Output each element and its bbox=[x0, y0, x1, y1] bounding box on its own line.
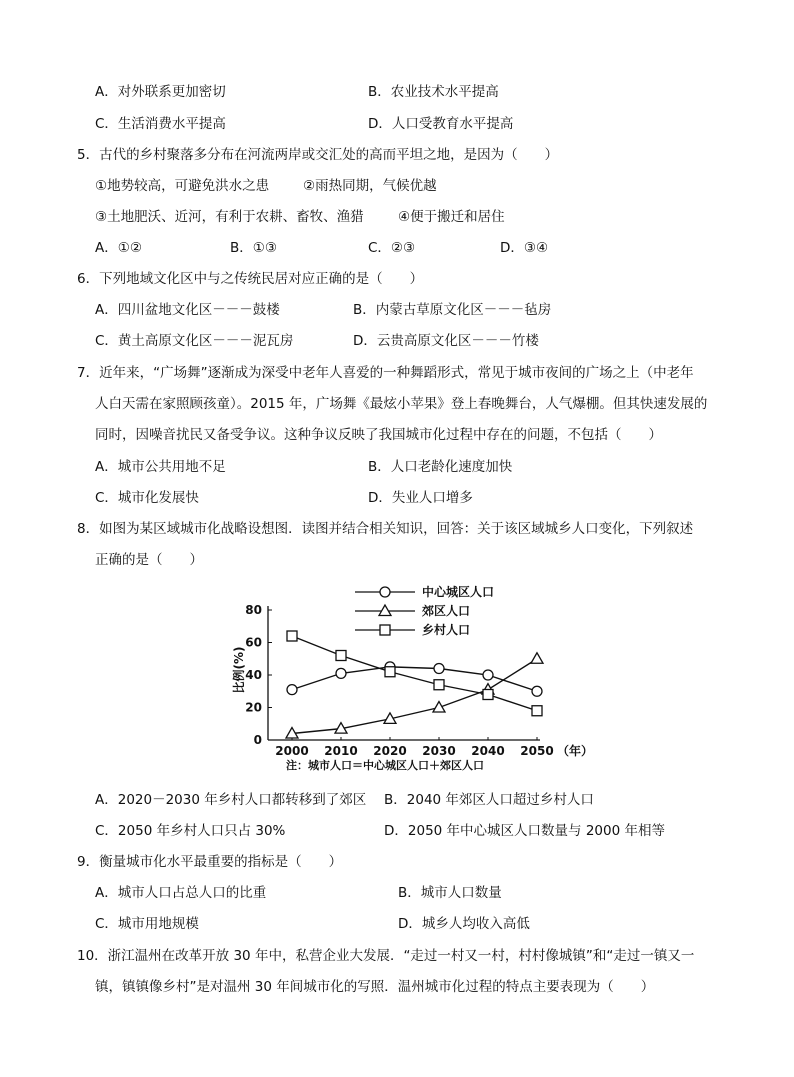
q4-option-b: B．农业技术水平提高 bbox=[368, 84, 499, 100]
y-tick-label: 20 bbox=[245, 700, 262, 715]
series-line-circle bbox=[292, 667, 537, 691]
legend-label: 郊区人口 bbox=[422, 604, 471, 618]
q7-option-c: C．城市化发展快 bbox=[95, 490, 199, 506]
q4-option-c: C．生活消费水平提高 bbox=[95, 116, 226, 132]
x-tick-label: 2040 bbox=[471, 744, 505, 758]
x-tick-label: 2030 bbox=[422, 744, 456, 758]
q6-stem: 6．下列地域文化区中与之传统民居对应正确的是（ ） bbox=[77, 271, 424, 287]
q6-option-c: C．黄土高原文化区－－－泥瓦房 bbox=[95, 333, 294, 349]
x-tick-label: 2020 bbox=[373, 744, 407, 758]
chart-axes bbox=[245, 603, 593, 758]
q8-stem-line-1: 8．如图为某区域城市化战略设想图．读图并结合相关知识，回答：关于该区域城乡人口变化，下列叙述 bbox=[77, 521, 694, 537]
data-point-circle bbox=[434, 664, 444, 674]
data-point-square bbox=[385, 667, 395, 677]
data-point-square bbox=[483, 690, 493, 700]
data-point-circle bbox=[287, 685, 297, 695]
y-tick-label: 80 bbox=[245, 603, 262, 617]
q5-statement-2: ②雨热同期，气候优越 bbox=[303, 178, 437, 194]
q10-stem-line-1: 10．浙江温州在改革开放 30 年中，私营企业大发展．“走过一村又一村，村村像城镇”和“走过一镇又一 bbox=[77, 948, 695, 964]
data-point-triangle bbox=[531, 653, 543, 664]
y-axis-label: 比例(%) bbox=[232, 646, 246, 694]
x-tick-label: 2050 bbox=[520, 744, 554, 758]
q7-option-d: D．失业人口增多 bbox=[368, 490, 473, 506]
data-point-circle bbox=[483, 670, 493, 680]
chart-note: 注：城市人口＝中心城区人口＋郊区人口 bbox=[286, 759, 484, 772]
legend-label: 乡村人口 bbox=[422, 623, 471, 637]
y-tick-label: 0 bbox=[253, 733, 262, 747]
data-point-square bbox=[434, 680, 444, 690]
q5-option-b: B．①③ bbox=[230, 240, 277, 256]
legend-label: 中心城区人口 bbox=[422, 585, 495, 599]
q5-option-c: C．②③ bbox=[368, 240, 416, 256]
data-point-square bbox=[287, 631, 297, 641]
chart-legend bbox=[355, 584, 494, 637]
q5-statement-3: ③土地肥沃、近河，有利于农耕、畜牧、渔猎 bbox=[95, 209, 364, 225]
q6-option-a: A．四川盆地文化区－－－鼓楼 bbox=[95, 302, 280, 318]
q9-option-d: D．城乡人均收入高低 bbox=[398, 916, 530, 932]
q9-stem: 9．衡量城市化水平最重要的指标是（ ） bbox=[77, 854, 343, 870]
y-tick-label: 40 bbox=[245, 668, 262, 682]
data-point-triangle bbox=[433, 702, 445, 713]
q4-option-d: D．人口受教育水平提高 bbox=[368, 116, 514, 132]
q8-stem-line-2: 正确的是（ ） bbox=[95, 552, 203, 568]
q7-stem-line-3: 同时，因噪音扰民又备受争议。这种争议反映了我国城市化过程中存在的问题，不包括（ ） bbox=[95, 427, 662, 443]
data-point-square bbox=[336, 651, 346, 661]
x-tick-label: 2010 bbox=[324, 744, 358, 758]
x-tick-label: 2000 bbox=[275, 744, 309, 758]
q5-option-d: D．③④ bbox=[500, 240, 549, 256]
y-tick-label: 60 bbox=[245, 635, 262, 650]
x-axis-unit: （年） bbox=[557, 744, 594, 758]
chart-series bbox=[286, 631, 543, 738]
q7-option-a: A．城市公共用地不足 bbox=[95, 459, 226, 475]
urbanization-line-chart bbox=[230, 580, 600, 775]
q9-option-c: C．城市用地规模 bbox=[95, 916, 199, 932]
data-point-square bbox=[532, 706, 542, 716]
q7-stem-line-2: 人白天需在家照顾孩童）。2015 年，广场舞《最炫小苹果》登上春晚舞台，人气爆棚。但其快速发展的 bbox=[95, 396, 708, 412]
q5-stem: 5．古代的乡村聚落多分布在河流两岸或交汇处的高而平坦之地，是因为（ ） bbox=[77, 147, 559, 163]
series-line-triangle bbox=[292, 659, 537, 734]
q5-statement-4: ④便于搬迁和居住 bbox=[398, 209, 505, 225]
q8-option-a: A．2020－2030 年乡村人口都转移到了郊区 bbox=[95, 792, 367, 808]
q4-option-a: A．对外联系更加密切 bbox=[95, 84, 226, 100]
data-point-circle bbox=[532, 686, 542, 696]
q6-option-d: D．云贵高原文化区－－－竹楼 bbox=[353, 333, 539, 349]
q8-option-d: D．2050 年中心城区人口数量与 2000 年相等 bbox=[384, 823, 665, 839]
legend-marker-circle bbox=[380, 587, 390, 597]
q9-option-b: B．城市人口数量 bbox=[398, 885, 502, 901]
legend-marker-square bbox=[380, 625, 390, 635]
q8-option-b: B．2040 年郊区人口超过乡村人口 bbox=[384, 792, 594, 808]
legend-marker-triangle bbox=[379, 605, 391, 616]
q7-option-b: B．人口老龄化速度加快 bbox=[368, 459, 513, 475]
q10-stem-line-2: 镇，镇镇像乡村”是对温州 30 年间城市化的写照．温州城市化过程的特点主要表现为（ ） bbox=[95, 979, 655, 995]
q5-option-a: A．①② bbox=[95, 240, 142, 256]
q8-option-c: C．2050 年乡村人口只占 30% bbox=[95, 823, 286, 839]
series-line-square bbox=[292, 636, 537, 711]
q6-option-b: B．内蒙古草原文化区－－－毡房 bbox=[353, 302, 552, 318]
q9-option-a: A．城市人口占总人口的比重 bbox=[95, 885, 267, 901]
q7-stem-line-1: 7．近年来，“广场舞”逐渐成为深受中老年人喜爱的一种舞蹈形式，常见于城市夜间的广场之上（中老年 bbox=[77, 365, 694, 381]
q5-statement-1: ①地势较高，可避免洪水之患 bbox=[95, 178, 270, 194]
data-point-circle bbox=[336, 668, 346, 678]
